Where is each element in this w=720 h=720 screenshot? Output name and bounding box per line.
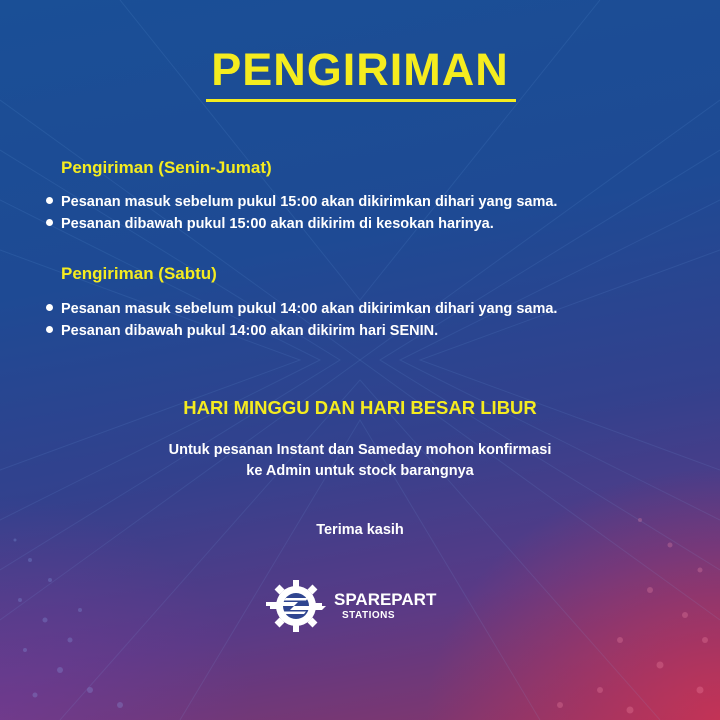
weekday-heading: Pengiriman (Senin-Jumat) [61,158,272,177]
list-item [46,194,557,210]
brand-subtitle: STATIONS [342,610,396,621]
list-item-text: Pesanan dibawah pukul 15:00 akan dikirim di kesokan harinya. [61,216,494,232]
bullet-dot-icon [46,197,53,204]
gear-logo-icon [264,576,328,636]
thanks-text: Terima kasih [316,522,404,538]
list-item-text: Pesanan dibawah pukul 14:00 akan dikirim hari SENIN. [61,323,439,339]
bullet-dot-icon [46,219,53,226]
list-item [46,323,438,339]
saturday-heading: Pengiriman (Sabtu) [61,264,217,283]
brand-name: SPAREPART [334,590,437,609]
list-item [46,216,494,232]
info-line-2: ke Admin untuk stock barangnya [246,463,474,479]
title-underline [206,99,516,102]
info-line-1: Untuk pesanan Instant dan Sameday mohon konfirmasi [168,442,552,458]
list-item [46,301,557,317]
bullet-dot-icon [46,326,53,333]
list-item-text: Pesanan masuk sebelum pukul 14:00 akan dikirimkan dihari yang sama. [61,301,558,317]
page-title: PENGIRIMAN [211,44,509,95]
list-item-text: Pesanan masuk sebelum pukul 15:00 akan dikirimkan dihari yang sama. [61,194,558,210]
brand-logo [264,576,454,636]
holiday-notice: HARI MINGGU DAN HARI BESAR LIBUR [183,397,537,418]
bullet-dot-icon [46,304,53,311]
